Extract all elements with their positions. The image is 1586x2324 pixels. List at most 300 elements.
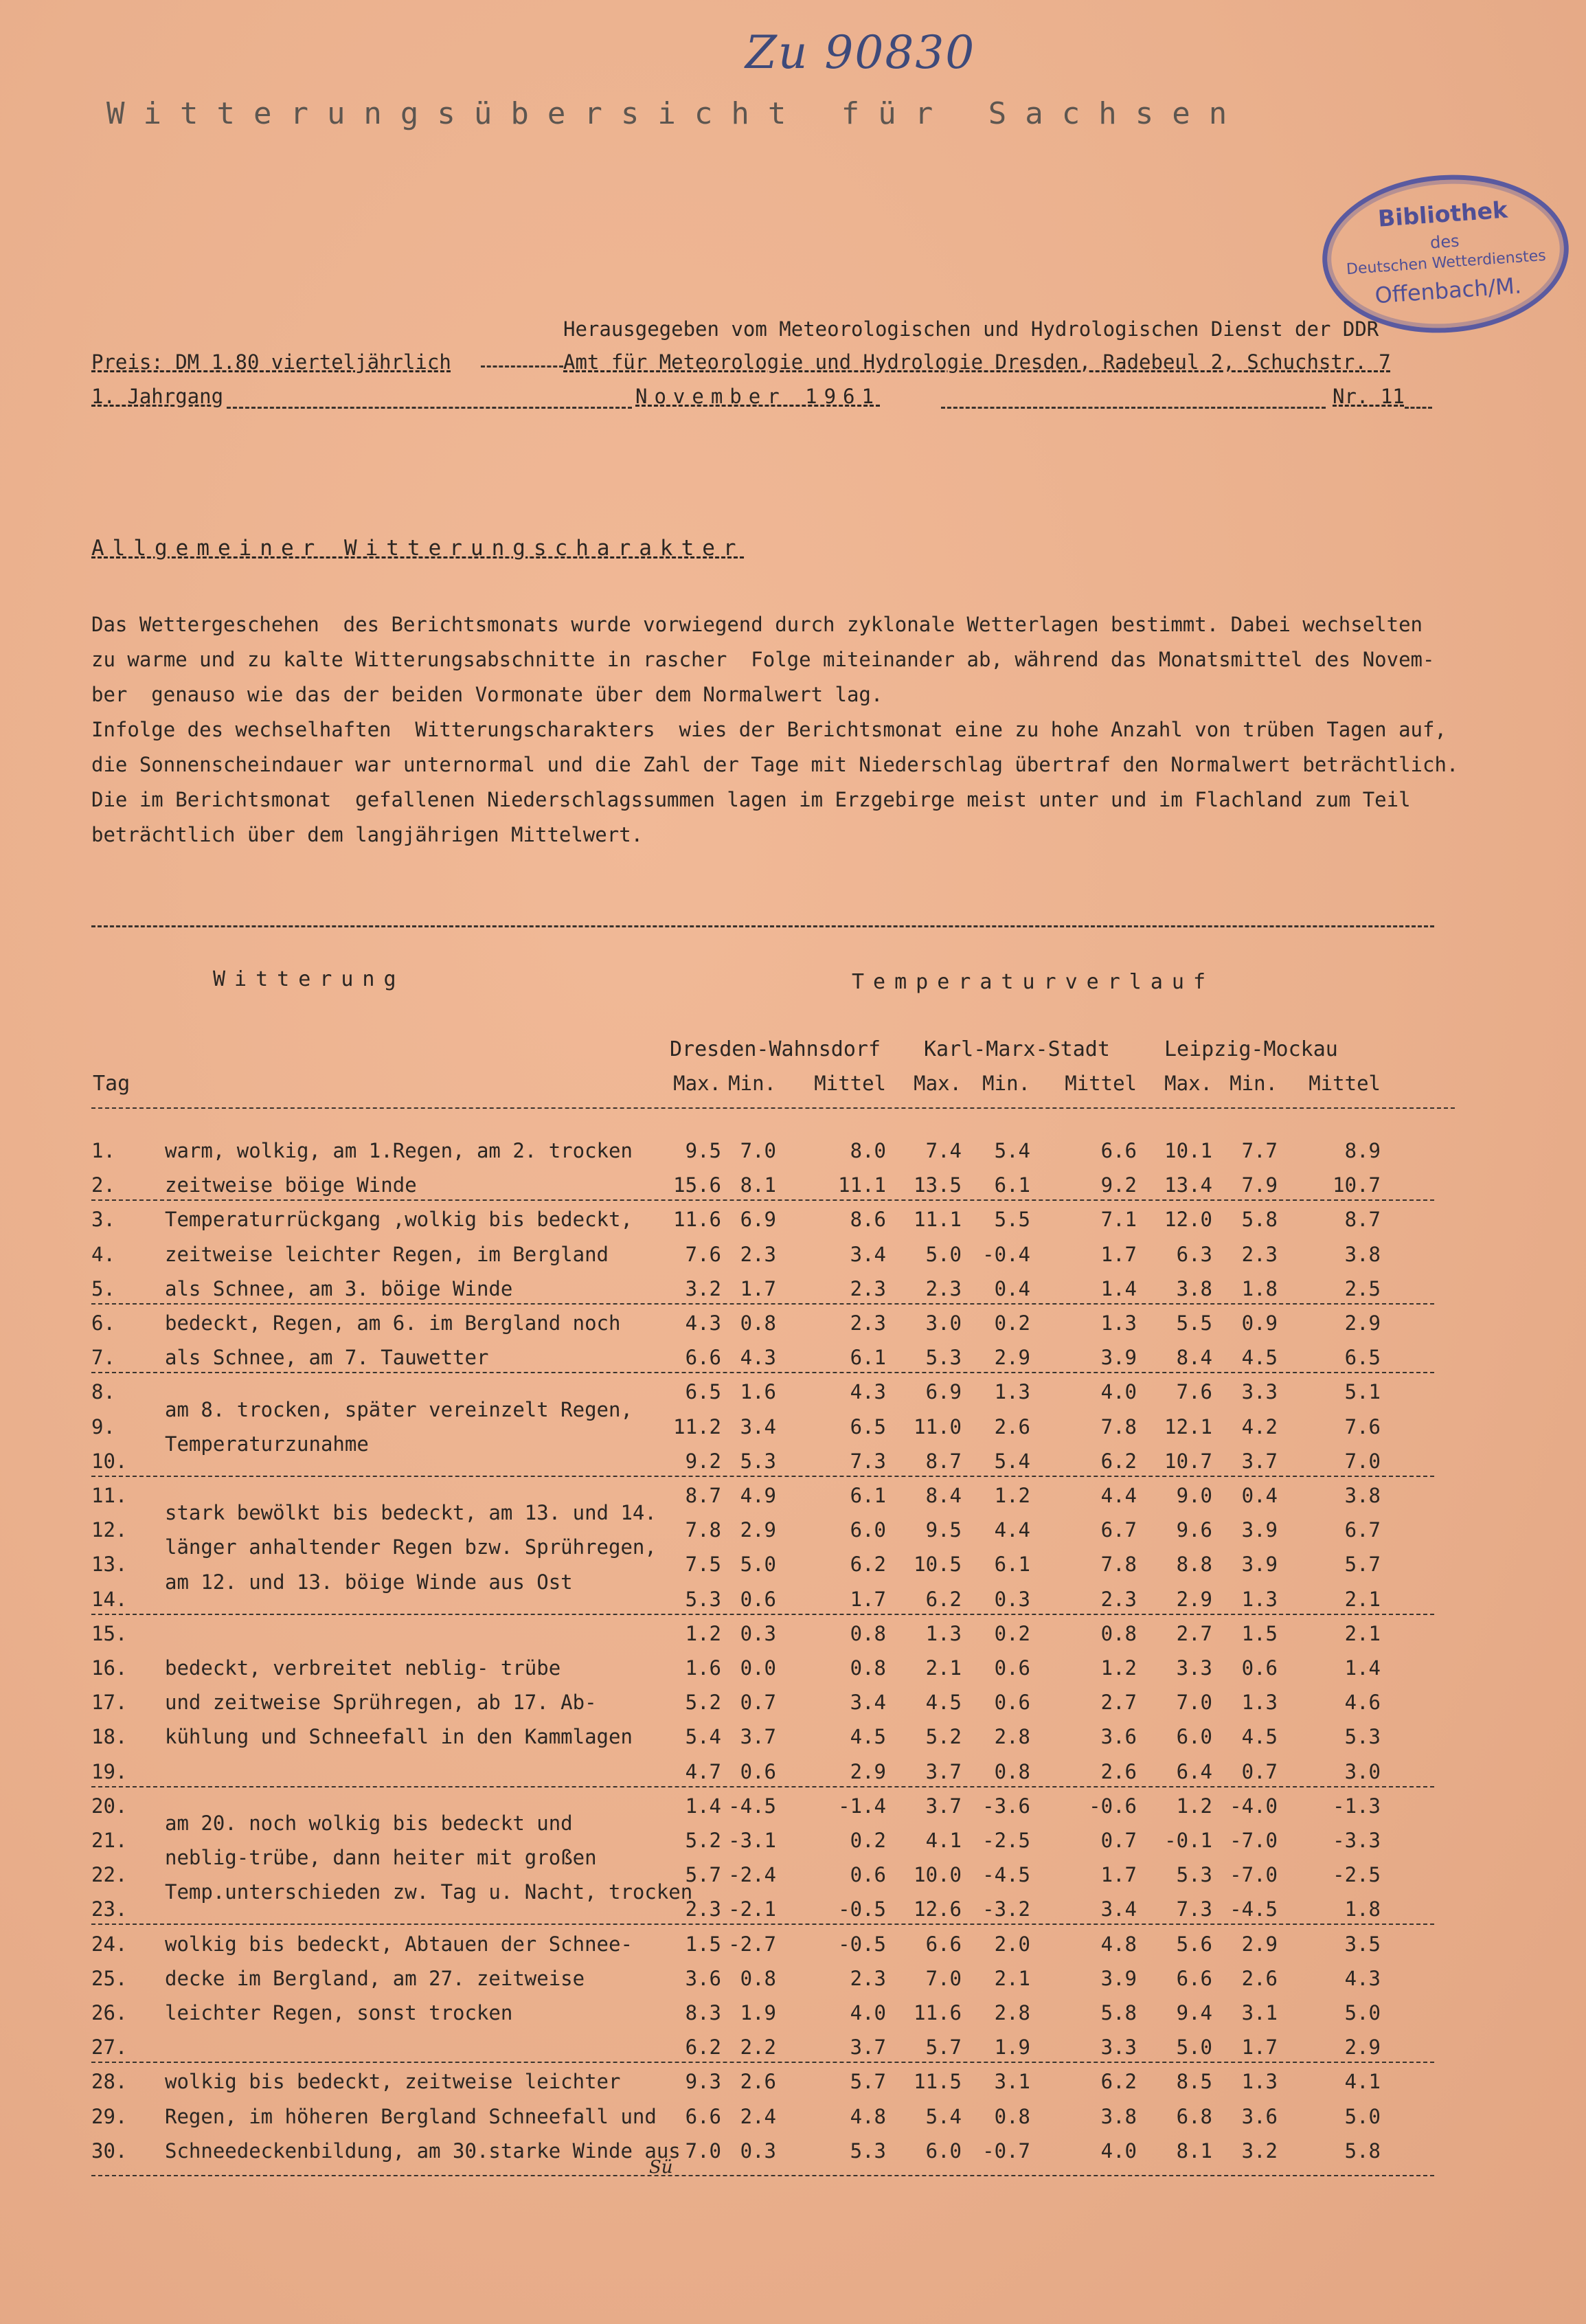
temp-cell: 4.3 xyxy=(850,1380,886,1404)
temp-cell: 7.9 xyxy=(1241,1173,1278,1197)
temp-cell: 7.0 xyxy=(685,2139,721,2163)
temp-cell: 4.4 xyxy=(1100,1484,1137,1507)
temp-cell: 4.4 xyxy=(994,1518,1030,1542)
header-dash-1 xyxy=(481,365,563,368)
temp-cell: 1.7 xyxy=(1241,2035,1278,2060)
temp-cell: 7.3 xyxy=(850,1449,886,1473)
temp-cell: 5.8 xyxy=(1344,2139,1381,2163)
weather-description: am 8. trocken, später vereinzelt Regen, xyxy=(165,1397,633,1421)
weather-description: Temperaturzunahme xyxy=(165,1432,369,1456)
temp-cell: 2.3 xyxy=(1100,1587,1137,1611)
temp-cell: 8.9 xyxy=(1344,1139,1381,1162)
temp-cell: 0.8 xyxy=(850,1656,886,1680)
temp-cell: 3.6 xyxy=(685,1966,721,1990)
day-label: 6. xyxy=(91,1311,115,1335)
temp-cell: 5.0 xyxy=(1344,2001,1381,2024)
day-label: 20. xyxy=(91,1794,128,1818)
temp-cell: 11.6 xyxy=(673,1208,721,1232)
subheader-max: Max. xyxy=(1164,1072,1212,1095)
temp-cell: 11.0 xyxy=(914,1414,962,1439)
library-stamp: Bibliothek des Deutschen Wetterdienstes Offenbach/M. xyxy=(1317,167,1574,341)
temp-cell: 9.5 xyxy=(685,1139,721,1162)
weather-description: zeitweise böige Winde xyxy=(165,1173,417,1197)
group-separator xyxy=(91,1303,1434,1305)
temp-cell: 1.8 xyxy=(1241,1276,1278,1300)
temp-cell: -0.4 xyxy=(982,1242,1030,1266)
temp-cell: 2.9 xyxy=(740,1518,776,1542)
day-label: 16. xyxy=(91,1656,128,1680)
temp-cell: 3.9 xyxy=(1100,1346,1137,1370)
temp-cell: -1.3 xyxy=(1333,1794,1381,1818)
station-karl-marx-stadt: Karl-Marx-Stadt xyxy=(924,1037,1110,1061)
temp-cell: 0.9 xyxy=(1241,1311,1278,1335)
weather-description: und zeitweise Sprühregen, ab 17. Ab- xyxy=(165,1691,597,1715)
weather-description: stark bewölkt bis bedeckt, am 13. und 14. xyxy=(165,1501,657,1525)
temp-cell: -2.5 xyxy=(1333,1863,1381,1887)
temp-cell: -2.1 xyxy=(728,1897,776,1921)
temp-cell: 6.6 xyxy=(1100,1139,1137,1162)
temp-cell: 10.1 xyxy=(1164,1139,1212,1162)
day-label: 22. xyxy=(91,1863,128,1887)
subheader-max: Max. xyxy=(914,1072,962,1095)
weather-description: bedeckt, verbreitet neblig- trübe xyxy=(165,1656,561,1680)
summary-line: Infolge des wechselhaften Witterungscharakters wies der Berichtsmonat eine zu hohe Anzahl von trüben Tagen auf, xyxy=(91,718,1447,741)
group-separator xyxy=(91,1199,1434,1201)
temp-cell: 6.1 xyxy=(850,1346,886,1370)
temp-cell: 5.7 xyxy=(1344,1553,1381,1577)
section-divider xyxy=(91,925,1434,927)
temp-cell: 8.4 xyxy=(1176,1346,1212,1370)
temp-cell: 2.6 xyxy=(994,1414,1030,1439)
temp-cell: 5.2 xyxy=(925,1725,962,1749)
temp-cell: -4.5 xyxy=(1230,1897,1278,1921)
temp-cell: 0.6 xyxy=(1241,1656,1278,1680)
day-label: 19. xyxy=(91,1759,128,1783)
temp-cell: 2.3 xyxy=(740,1242,776,1266)
temp-cell: 7.7 xyxy=(1241,1139,1278,1162)
temp-cell: 6.0 xyxy=(1176,1725,1212,1749)
temp-cell: 3.4 xyxy=(850,1691,886,1715)
temp-cell: 6.1 xyxy=(994,1553,1030,1577)
temp-cell: 3.8 xyxy=(1100,2104,1137,2128)
temp-cell: 4.0 xyxy=(1100,2139,1137,2163)
temp-cell: 6.7 xyxy=(1344,1518,1381,1542)
weather-description: als Schnee, am 7. Tauwetter xyxy=(165,1346,489,1370)
day-label: 25. xyxy=(91,1966,128,1990)
temp-cell: 0.6 xyxy=(740,1587,776,1611)
temp-cell: 1.4 xyxy=(1100,1276,1137,1300)
temp-cell: 1.5 xyxy=(685,1932,721,1956)
weather-column-header: Witterung xyxy=(213,967,405,991)
temp-cell: 1.4 xyxy=(685,1794,721,1818)
temp-cell: 4.1 xyxy=(925,1829,962,1852)
temp-cell: 7.8 xyxy=(1100,1553,1137,1577)
temp-cell: 5.5 xyxy=(1176,1311,1212,1335)
temp-cell: 1.3 xyxy=(1241,1587,1278,1611)
subheader-min: Min. xyxy=(728,1072,776,1095)
temp-cell: 0.2 xyxy=(850,1829,886,1852)
summary-line: Die im Berichtsmonat gefallenen Niederschlagssummen lagen im Erzgebirge meist unter und im Flachland zum Teil xyxy=(91,788,1411,811)
temp-cell: 0.8 xyxy=(740,1966,776,1990)
temp-cell: 7.6 xyxy=(1176,1380,1212,1404)
temp-cell: 3.3 xyxy=(1176,1656,1212,1680)
temp-cell: 4.5 xyxy=(850,1725,886,1749)
table-end-divider xyxy=(91,2175,1434,2176)
temp-cell: 1.4 xyxy=(1344,1656,1381,1680)
temp-cell: 3.1 xyxy=(1241,2001,1278,2024)
temp-cell: 4.6 xyxy=(1344,1691,1381,1715)
temp-cell: 10.7 xyxy=(1164,1449,1212,1473)
weather-description: Temperaturrückgang ,wolkig bis bedeckt, xyxy=(165,1208,633,1232)
temp-cell: 6.1 xyxy=(994,1173,1030,1197)
temp-cell: 1.3 xyxy=(925,1621,962,1645)
temp-cell: 9.0 xyxy=(1176,1484,1212,1507)
temp-cell: 8.0 xyxy=(850,1139,886,1162)
temp-cell: 8.4 xyxy=(925,1484,962,1507)
weather-description: am 20. noch wolkig bis bedeckt und xyxy=(165,1811,573,1835)
temp-cell: 4.5 xyxy=(1241,1346,1278,1370)
temp-cell: 1.5 xyxy=(1241,1621,1278,1645)
temp-cell: 6.0 xyxy=(925,2139,962,2163)
temp-cell: -3.3 xyxy=(1333,1829,1381,1852)
day-label: 11. xyxy=(91,1484,128,1507)
temp-cell: 1.2 xyxy=(685,1621,721,1645)
temp-cell: 5.2 xyxy=(685,1829,721,1852)
temp-cell: 3.0 xyxy=(1344,1759,1381,1783)
temp-cell: 0.6 xyxy=(994,1691,1030,1715)
publisher-line-2: Amt für Meteorologie und Hydrologie Dresden, Radebeul 2, Schuchstr. 7 xyxy=(563,350,1391,374)
temp-cell: 5.4 xyxy=(685,1725,721,1749)
temp-cell: 1.2 xyxy=(994,1484,1030,1507)
temp-cell: 12.0 xyxy=(1164,1208,1212,1232)
day-label: 27. xyxy=(91,2035,128,2060)
temp-cell: 9.6 xyxy=(1176,1518,1212,1542)
temp-cell: 1.7 xyxy=(740,1276,776,1300)
temp-cell: 1.2 xyxy=(1100,1656,1137,1680)
subheader-mittel: Mittel xyxy=(814,1072,886,1095)
weather-description: warm, wolkig, am 1.Regen, am 2. trocken xyxy=(165,1139,633,1162)
day-label: 21. xyxy=(91,1829,128,1852)
temp-cell: 13.4 xyxy=(1164,1173,1212,1197)
temp-cell: -3.6 xyxy=(982,1794,1030,1818)
temp-cell: 0.3 xyxy=(740,2139,776,2163)
temp-cell: -7.0 xyxy=(1230,1829,1278,1852)
temp-cell: 4.3 xyxy=(740,1346,776,1370)
temp-cell: 2.9 xyxy=(994,1346,1030,1370)
temp-cell: 2.6 xyxy=(1241,1966,1278,1990)
typist-initials: Sü xyxy=(649,2157,673,2178)
temp-cell: -2.7 xyxy=(728,1932,776,1956)
temp-cell: 2.6 xyxy=(740,2070,776,2094)
temp-cell: 1.6 xyxy=(685,1656,721,1680)
day-label: 12. xyxy=(91,1518,128,1542)
temp-cell: 1.9 xyxy=(994,2035,1030,2060)
temp-cell: 1.7 xyxy=(1100,1242,1137,1266)
temp-cell: 0.6 xyxy=(850,1863,886,1887)
temp-cell: 5.8 xyxy=(1241,1208,1278,1232)
temp-cell: 0.4 xyxy=(1241,1484,1278,1507)
temp-cell: 5.3 xyxy=(685,1587,721,1611)
temp-cell: 2.8 xyxy=(994,2001,1030,2024)
temp-cell: 0.2 xyxy=(994,1621,1030,1645)
header-dash-3 xyxy=(941,407,1326,409)
temp-cell: 8.5 xyxy=(1176,2070,1212,2094)
temp-cell: 0.6 xyxy=(994,1656,1030,1680)
temp-cell: 11.1 xyxy=(838,1173,886,1197)
day-label: 15. xyxy=(91,1621,128,1645)
temp-cell: 5.0 xyxy=(740,1553,776,1577)
temp-cell: 0.3 xyxy=(994,1587,1030,1611)
temp-cell: 9.5 xyxy=(925,1518,962,1542)
temp-cell: 5.7 xyxy=(850,2070,886,2094)
section-heading: Allgemeiner Witterungscharakter xyxy=(91,536,745,561)
temp-cell: 2.0 xyxy=(994,1932,1030,1956)
summary-line: die Sonnenscheindauer war unternormal und die Zahl der Tage mit Niederschlag übertraf den Normalwert beträchtlich. xyxy=(91,753,1459,776)
temp-cell: 8.6 xyxy=(850,1208,886,1232)
temp-cell: 7.6 xyxy=(1344,1414,1381,1439)
summary-line: beträchtlich über dem langjährigen Mittelwert. xyxy=(91,823,644,846)
temp-cell: 2.7 xyxy=(1100,1691,1137,1715)
day-label: 24. xyxy=(91,1932,128,1956)
temp-cell: 5.3 xyxy=(1344,1725,1381,1749)
temp-cell: 3.3 xyxy=(1100,2035,1137,2060)
day-label: 9. xyxy=(91,1414,115,1439)
temp-cell: 6.4 xyxy=(1176,1759,1212,1783)
temp-cell: 5.3 xyxy=(850,2139,886,2163)
weather-description: bedeckt, Regen, am 6. im Bergland noch xyxy=(165,1311,621,1335)
temp-cell: 4.3 xyxy=(1344,1966,1381,1990)
temp-cell: 6.8 xyxy=(1176,2104,1212,2128)
temp-cell: -0.7 xyxy=(982,2139,1030,2163)
subheader-mittel: Mittel xyxy=(1309,1072,1381,1095)
issue-number: Nr. 11 xyxy=(1333,385,1405,408)
day-label: 4. xyxy=(91,1242,115,1266)
temp-cell: 6.6 xyxy=(1176,1966,1212,1990)
temp-cell: 3.9 xyxy=(1241,1553,1278,1577)
temp-cell: 2.9 xyxy=(1241,1932,1278,1956)
temp-cell: 1.3 xyxy=(1241,1691,1278,1715)
temp-cell: 3.9 xyxy=(1241,1518,1278,1542)
temp-cell: 11.5 xyxy=(914,2070,962,2094)
temp-cell: 6.6 xyxy=(685,1346,721,1370)
weather-description: kühlung und Schneefall in den Kammlagen xyxy=(165,1725,633,1749)
temp-cell: 1.8 xyxy=(1344,1897,1381,1921)
temp-cell: 4.5 xyxy=(925,1691,962,1715)
temp-cell: -2.4 xyxy=(728,1863,776,1887)
temp-cell: 1.3 xyxy=(994,1380,1030,1404)
weather-description: wolkig bis bedeckt, zeitweise leichter xyxy=(165,2070,621,2094)
temp-cell: 2.1 xyxy=(925,1656,962,1680)
temp-cell: 7.4 xyxy=(925,1139,962,1162)
temp-cell: -4.5 xyxy=(728,1794,776,1818)
temp-cell: 2.3 xyxy=(850,1966,886,1990)
temp-cell: 5.2 xyxy=(685,1691,721,1715)
temp-cell: 6.9 xyxy=(740,1208,776,1232)
temp-cell: 8.1 xyxy=(740,1173,776,1197)
temp-cell: 2.5 xyxy=(1344,1276,1381,1300)
day-label: 18. xyxy=(91,1725,128,1749)
weather-description: neblig-trübe, dann heiter mit großen xyxy=(165,1846,597,1870)
temp-cell: 2.3 xyxy=(925,1276,962,1300)
subheader-min: Min. xyxy=(1230,1072,1278,1095)
temp-cell: 4.9 xyxy=(740,1484,776,1507)
temp-cell: 2.9 xyxy=(850,1759,886,1783)
header-dash-2 xyxy=(227,407,632,409)
header-dash-4 xyxy=(1405,407,1432,409)
temp-cell: 13.5 xyxy=(914,1173,962,1197)
day-label: 28. xyxy=(91,2070,128,2094)
temp-cell: 8.7 xyxy=(685,1484,721,1507)
temp-cell: 3.7 xyxy=(1241,1449,1278,1473)
temp-cell: 6.9 xyxy=(925,1380,962,1404)
temp-cell: 8.7 xyxy=(925,1449,962,1473)
temp-cell: 3.4 xyxy=(740,1414,776,1439)
temp-cell: 5.7 xyxy=(685,1863,721,1887)
temp-cell: 2.4 xyxy=(740,2104,776,2128)
temp-cell: 4.8 xyxy=(1100,1932,1137,1956)
temp-cell: -3.2 xyxy=(982,1897,1030,1921)
temp-cell: 9.3 xyxy=(685,2070,721,2094)
temp-cell: 0.8 xyxy=(994,2104,1030,2128)
temp-cell: 6.5 xyxy=(1344,1346,1381,1370)
temp-cell: 5.4 xyxy=(994,1139,1030,1162)
temp-cell: 1.2 xyxy=(1176,1794,1212,1818)
temp-cell: 3.1 xyxy=(994,2070,1030,2094)
temp-cell: 9.4 xyxy=(1176,2001,1212,2024)
temp-cell: 9.2 xyxy=(1100,1173,1137,1197)
subheader-mittel: Mittel xyxy=(1065,1072,1137,1095)
weather-description: Temp.unterschieden zw. Tag u. Nacht, trocken xyxy=(165,1880,693,1904)
temp-cell: 4.8 xyxy=(850,2104,886,2128)
temp-cell: 7.8 xyxy=(1100,1414,1137,1439)
temp-cell: 2.7 xyxy=(1176,1621,1212,1645)
temp-cell: 6.2 xyxy=(925,1587,962,1611)
temp-cell: -0.1 xyxy=(1164,1829,1212,1852)
temp-cell: 15.6 xyxy=(673,1173,721,1197)
temp-cell: 5.5 xyxy=(994,1208,1030,1232)
temp-cell: 6.7 xyxy=(1100,1518,1137,1542)
day-label: 30. xyxy=(91,2139,128,2163)
weather-description: zeitweise leichter Regen, im Bergland xyxy=(165,1242,609,1266)
temp-cell: 0.6 xyxy=(740,1759,776,1783)
temp-cell: 7.5 xyxy=(685,1553,721,1577)
weather-description: Regen, im höheren Bergland Schneefall und xyxy=(165,2104,657,2128)
temp-cell: 6.5 xyxy=(850,1414,886,1439)
weather-description: als Schnee, am 3. böige Winde xyxy=(165,1276,513,1300)
temp-cell: 5.7 xyxy=(925,2035,962,2060)
temp-cell: 2.3 xyxy=(685,1897,721,1921)
temp-cell: 7.6 xyxy=(685,1242,721,1266)
weather-description: leichter Regen, sonst trocken xyxy=(165,2001,513,2024)
temp-cell: 5.3 xyxy=(925,1346,962,1370)
temp-cell: 3.9 xyxy=(1100,1966,1137,1990)
group-separator xyxy=(91,2062,1434,2063)
temp-cell: 0.8 xyxy=(994,1759,1030,1783)
group-separator xyxy=(91,1923,1434,1925)
temp-cell: 1.7 xyxy=(1100,1863,1137,1887)
station-leipzig: Leipzig-Mockau xyxy=(1164,1037,1338,1061)
temp-cell: 10.7 xyxy=(1333,1173,1381,1197)
temp-cell: 2.1 xyxy=(1344,1621,1381,1645)
temp-cell: 4.5 xyxy=(1241,1725,1278,1749)
temp-cell: 0.8 xyxy=(1100,1621,1137,1645)
temp-cell: 3.2 xyxy=(1241,2139,1278,2163)
temp-cell: 0.8 xyxy=(850,1621,886,1645)
temp-cell: 11.2 xyxy=(673,1414,721,1439)
volume-line: 1. Jahrgang xyxy=(91,385,224,408)
temp-cell: 2.9 xyxy=(1344,1311,1381,1335)
temp-cell: -0.5 xyxy=(838,1897,886,1921)
temp-cell: 0.2 xyxy=(994,1311,1030,1335)
table-header-divider xyxy=(91,1107,1455,1109)
summary-paragraph xyxy=(91,607,1465,853)
temp-cell: 7.0 xyxy=(1176,1691,1212,1715)
temp-cell: 5.4 xyxy=(994,1449,1030,1473)
temp-cell: 11.1 xyxy=(914,1208,962,1232)
temp-cell: 6.3 xyxy=(1176,1242,1212,1266)
temp-cell: 5.0 xyxy=(1344,2104,1381,2128)
temp-cell: 5.1 xyxy=(1344,1380,1381,1404)
temp-cell: 7.0 xyxy=(1344,1449,1381,1473)
temp-cell: 5.8 xyxy=(1100,2001,1137,2024)
temp-cell: 4.1 xyxy=(1344,2070,1381,2094)
temp-cell: 0.4 xyxy=(994,1276,1030,1300)
temp-cell: 3.0 xyxy=(925,1311,962,1335)
temp-cell: 10.0 xyxy=(914,1863,962,1887)
temp-cell: 7.0 xyxy=(925,1966,962,1990)
temp-cell: 0.0 xyxy=(740,1656,776,1680)
temp-cell: 6.2 xyxy=(1100,2070,1137,2094)
temp-cell: 1.7 xyxy=(850,1587,886,1611)
weather-description: länger anhaltender Regen bzw. Sprühregen, xyxy=(165,1535,657,1559)
temp-cell: 3.3 xyxy=(1241,1380,1278,1404)
weather-description: wolkig bis bedeckt, Abtauen der Schnee- xyxy=(165,1932,633,1956)
day-label: 8. xyxy=(91,1380,115,1404)
temp-cell: 3.4 xyxy=(850,1242,886,1266)
temp-cell: 3.8 xyxy=(1176,1276,1212,1300)
temp-cell: 2.3 xyxy=(1241,1242,1278,1266)
group-separator xyxy=(91,1372,1434,1373)
temp-cell: -3.1 xyxy=(728,1829,776,1852)
temp-cell: 1.6 xyxy=(740,1380,776,1404)
day-label: 14. xyxy=(91,1587,128,1611)
handwritten-reference: Zu 90830 xyxy=(745,26,976,79)
temp-cell: 6.0 xyxy=(850,1518,886,1542)
temp-cell: 9.2 xyxy=(685,1449,721,1473)
subheader-min: Min. xyxy=(982,1072,1030,1095)
temp-cell: 4.3 xyxy=(685,1311,721,1335)
temp-cell: 4.2 xyxy=(1241,1414,1278,1439)
temp-cell: 10.5 xyxy=(914,1553,962,1577)
temp-cell: -0.5 xyxy=(838,1932,886,1956)
temp-cell: 5.3 xyxy=(1176,1863,1212,1887)
temp-cell: -4.0 xyxy=(1230,1794,1278,1818)
weather-description: am 12. und 13. böige Winde aus Ost xyxy=(165,1570,573,1594)
temp-cell: 2.3 xyxy=(850,1276,886,1300)
temp-cell: 3.7 xyxy=(740,1725,776,1749)
temp-cell: 7.1 xyxy=(1100,1208,1137,1232)
temp-cell: 0.7 xyxy=(1100,1829,1137,1852)
temp-cell: 3.8 xyxy=(1344,1484,1381,1507)
temp-cell: 6.6 xyxy=(925,1932,962,1956)
temp-cell: 8.8 xyxy=(1176,1553,1212,1577)
publisher-line-1: Herausgegeben vom Meteorologischen und Hydrologischen Dienst der DDR xyxy=(563,317,1379,341)
temp-cell: 8.1 xyxy=(1176,2139,1212,2163)
temp-cell: 3.5 xyxy=(1344,1932,1381,1956)
temp-cell: -1.4 xyxy=(838,1794,886,1818)
summary-line: ber genauso wie das der beiden Vormonate über dem Normalwert lag. xyxy=(91,683,883,706)
temp-cell: 4.0 xyxy=(850,2001,886,2024)
